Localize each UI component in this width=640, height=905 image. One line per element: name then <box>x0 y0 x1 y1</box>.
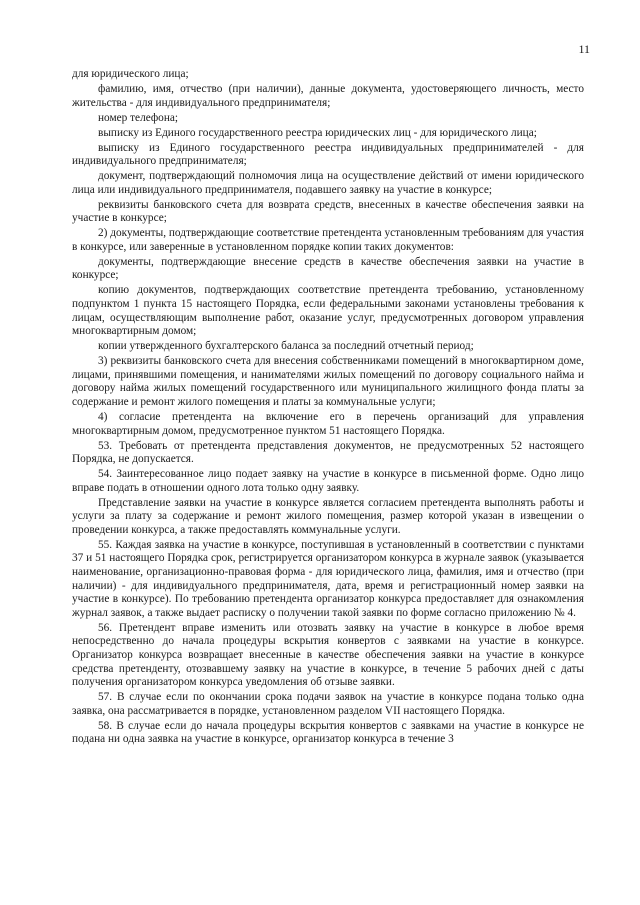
paragraph: документ, подтверждающий полномочия лица на осуществление действий от имени юридического лица или индивидуального предпринимателя, подавшего заявку на участие в конкурсе; <box>72 170 584 196</box>
paragraph: 53. Требовать от претендента представления документов, не предусмотренных 52 настоящего Порядка, не допускается. <box>72 439 584 466</box>
paragraph: копии утвержденного бухгалтерского баланса за последний отчетный период; <box>98 340 474 353</box>
paragraph: фамилию, имя, отчество (при наличии), данные документа, удостоверяющего личность, место жительства - для индивидуального предпринимателя; <box>72 82 584 109</box>
paragraph: реквизиты банковского счета для возврата средств, внесенных в качестве обеспечения заявки на участие в конкурсе; <box>72 198 584 225</box>
document-body <box>72 68 584 748</box>
paragraph: 3) реквизиты банковского счета для внесения собственниками помещений в многоквартирном доме, лицами, принявшими помещения, и нанимателями жилых помещений по договору социального найма и договору найма жилых помещений государственного или муниципального жилищного фонда платы за содержание и ремонт жилого помещения и платы за коммунальные услуги; <box>72 355 584 408</box>
paragraph: копию документов, подтверждающих соответствие претендента требованию, установленному подпунктом 1 пункта 15 настоящего Порядка, если федеральными законами установлены требования к лицам, осуществляющим выполнение работ, оказание услуг, предусмотренных договором управления многоквартирным домом; <box>72 284 584 338</box>
paragraph: 2) документы, подтверждающие соответствие претендента установленным требованиям для участия в конкурсе, или заверенные в установленном порядке копии таких документов: <box>72 227 584 253</box>
paragraph: 54. Заинтересованное лицо подает заявку на участие в конкурсе в письменной форме. Одно лицо вправе подать в отношении одного лота только одну заявку. <box>72 468 584 494</box>
paragraph: 4) согласие претендента на включение его в перечень организаций для управления многоквартирным домом, предусмотренное пунктом 51 настоящего Порядка. <box>72 410 584 437</box>
paragraph: 56. Претендент вправе изменить или отозвать заявку на участие в конкурсе в любое время непосредственно до начала процедуры вскрытия конвертов с заявками на участие в конкурсе. Организатор конкурса возвращает внесенные в качестве обеспечения заявки на участие в конкурсе средства претенденту, отозвавшему заявку на участие в конкурсе, в течение 5 рабочих дней с даты получения организатором конкурса уведомления об отзыве заявки. <box>72 621 584 689</box>
paragraph: 55. Каждая заявка на участие в конкурсе, поступившая в установленный в соответствии с пунктами 37 и 51 настоящего Порядка срок, регистрируется организатором конкурса в журнале заявок (указывается наименование, организационно-правовая форма - для юридического лица, фамилия, имя и отчество (при наличии) - для индивидуального предпринимателя, дата, время и регистрационный номер заявки на участие в конкурсе). По требованию претендента организатор конкурса предоставляет для ознакомления журнал заявок, а также выдает расписку о получении такой заявки по форме согласно приложению № 4. <box>72 538 584 619</box>
paragraph: номер телефона; <box>98 111 179 124</box>
page-number: 11 <box>578 42 590 56</box>
paragraph: 58. В случае если до начала процедуры вскрытия конвертов с заявками на участие в конкурсе не подана ни одна заявка на участие в конкурсе, организатор конкурса в течение 3 <box>72 719 584 746</box>
paragraph: Представление заявки на участие в конкурсе является согласием претендента выполнять работы и услуги за плату за содержание и ремонт жилого помещения, размер которой указан в извещении о проведении конкурса, а также предоставлять коммунальные услуги. <box>72 496 584 536</box>
paragraph: документы, подтверждающие внесение средств в качестве обеспечения заявки на участие в конкурсе; <box>72 255 584 282</box>
paragraph: для юридического лица; <box>72 68 189 80</box>
paragraph: выписку из Единого государственного реестра юридических лиц - для юридического лица; <box>98 126 537 139</box>
paragraph: 57. В случае если по окончании срока подачи заявок на участие в конкурсе подана только одна заявка, она рассматривается в порядке, установленном разделом VII настоящего Порядка. <box>72 691 584 717</box>
paragraph: выписку из Единого государственного реестра индивидуальных предпринимателей - для индивидуального предпринимателя; <box>72 141 584 168</box>
